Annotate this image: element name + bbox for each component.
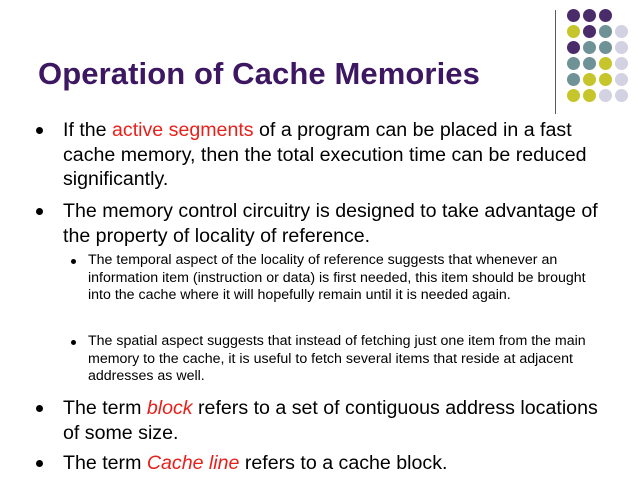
- bullet-text: refers to a cache block.: [239, 452, 448, 474]
- bullet-dot-icon: [36, 460, 43, 467]
- decorative-dot: [615, 89, 628, 102]
- decorative-dot: [583, 9, 596, 22]
- decorative-dot: [599, 57, 612, 70]
- sub-bullet-item: [88, 252, 604, 305]
- decorative-dot: [567, 57, 580, 70]
- decorative-dot: [583, 57, 596, 70]
- bullet-dot-icon: [36, 405, 43, 412]
- decorative-dot: [599, 9, 612, 22]
- bullet-text: The term: [63, 397, 147, 419]
- highlight-term: active segments: [112, 119, 254, 141]
- bullet-text: of a program can be placed in a fast cache memory, then the total execution time can be reduced significantly.: [63, 119, 587, 191]
- decorative-dot: [599, 89, 612, 102]
- highlight-term: Cache line: [146, 452, 240, 474]
- decorative-dot: [567, 9, 580, 22]
- decorative-dot: [567, 89, 580, 102]
- decorative-dot: [599, 25, 612, 38]
- decorative-dot: [615, 57, 628, 70]
- bullet-item: [63, 396, 603, 445]
- bullet-dot-icon: [36, 208, 43, 215]
- bullet-dot-icon: [71, 340, 76, 345]
- decorative-dot: [615, 73, 628, 86]
- decorative-dot: [615, 25, 628, 38]
- bullet-text: refers to a set of contiguous address locations of some size.: [63, 397, 598, 444]
- decorative-dot: [615, 41, 628, 54]
- bullet-text: If the: [63, 119, 113, 141]
- sub-bullet-text: The spatial aspect suggests that instead of fetching just one item from the main memory to the cache, it is useful to fetch several items that reside at adjacent addresses as well.: [88, 333, 586, 384]
- decorative-dot: [583, 73, 596, 86]
- bullet-text: The memory control circuitry is designed to take advantage of the property of locality of reference.: [63, 200, 598, 247]
- decorative-dot: [599, 41, 612, 54]
- slide-title: Operation of Cache Memories: [38, 56, 480, 91]
- decorative-dot: [599, 73, 612, 86]
- highlight-term: block: [146, 397, 193, 419]
- bullet-item: [63, 451, 603, 476]
- sub-bullet-text: The temporal aspect of the locality of reference suggests that whenever an information item (instruction or data) is first needed, this item should be brought into the cache where it will hopefully remain until it is needed again.: [88, 252, 586, 303]
- bullet-item: [63, 118, 603, 192]
- bullet-dot-icon: [71, 259, 76, 264]
- decorative-dot: [567, 73, 580, 86]
- bullet-dot-icon: [36, 127, 43, 134]
- decorative-dot: [583, 89, 596, 102]
- decorative-dot: [583, 41, 596, 54]
- decorative-dot: [567, 25, 580, 38]
- decorative-dot: [567, 41, 580, 54]
- bullet-item: [63, 199, 603, 248]
- sub-bullet-item: [88, 333, 604, 386]
- bullet-text: The term: [63, 452, 147, 474]
- decorative-dot: [583, 25, 596, 38]
